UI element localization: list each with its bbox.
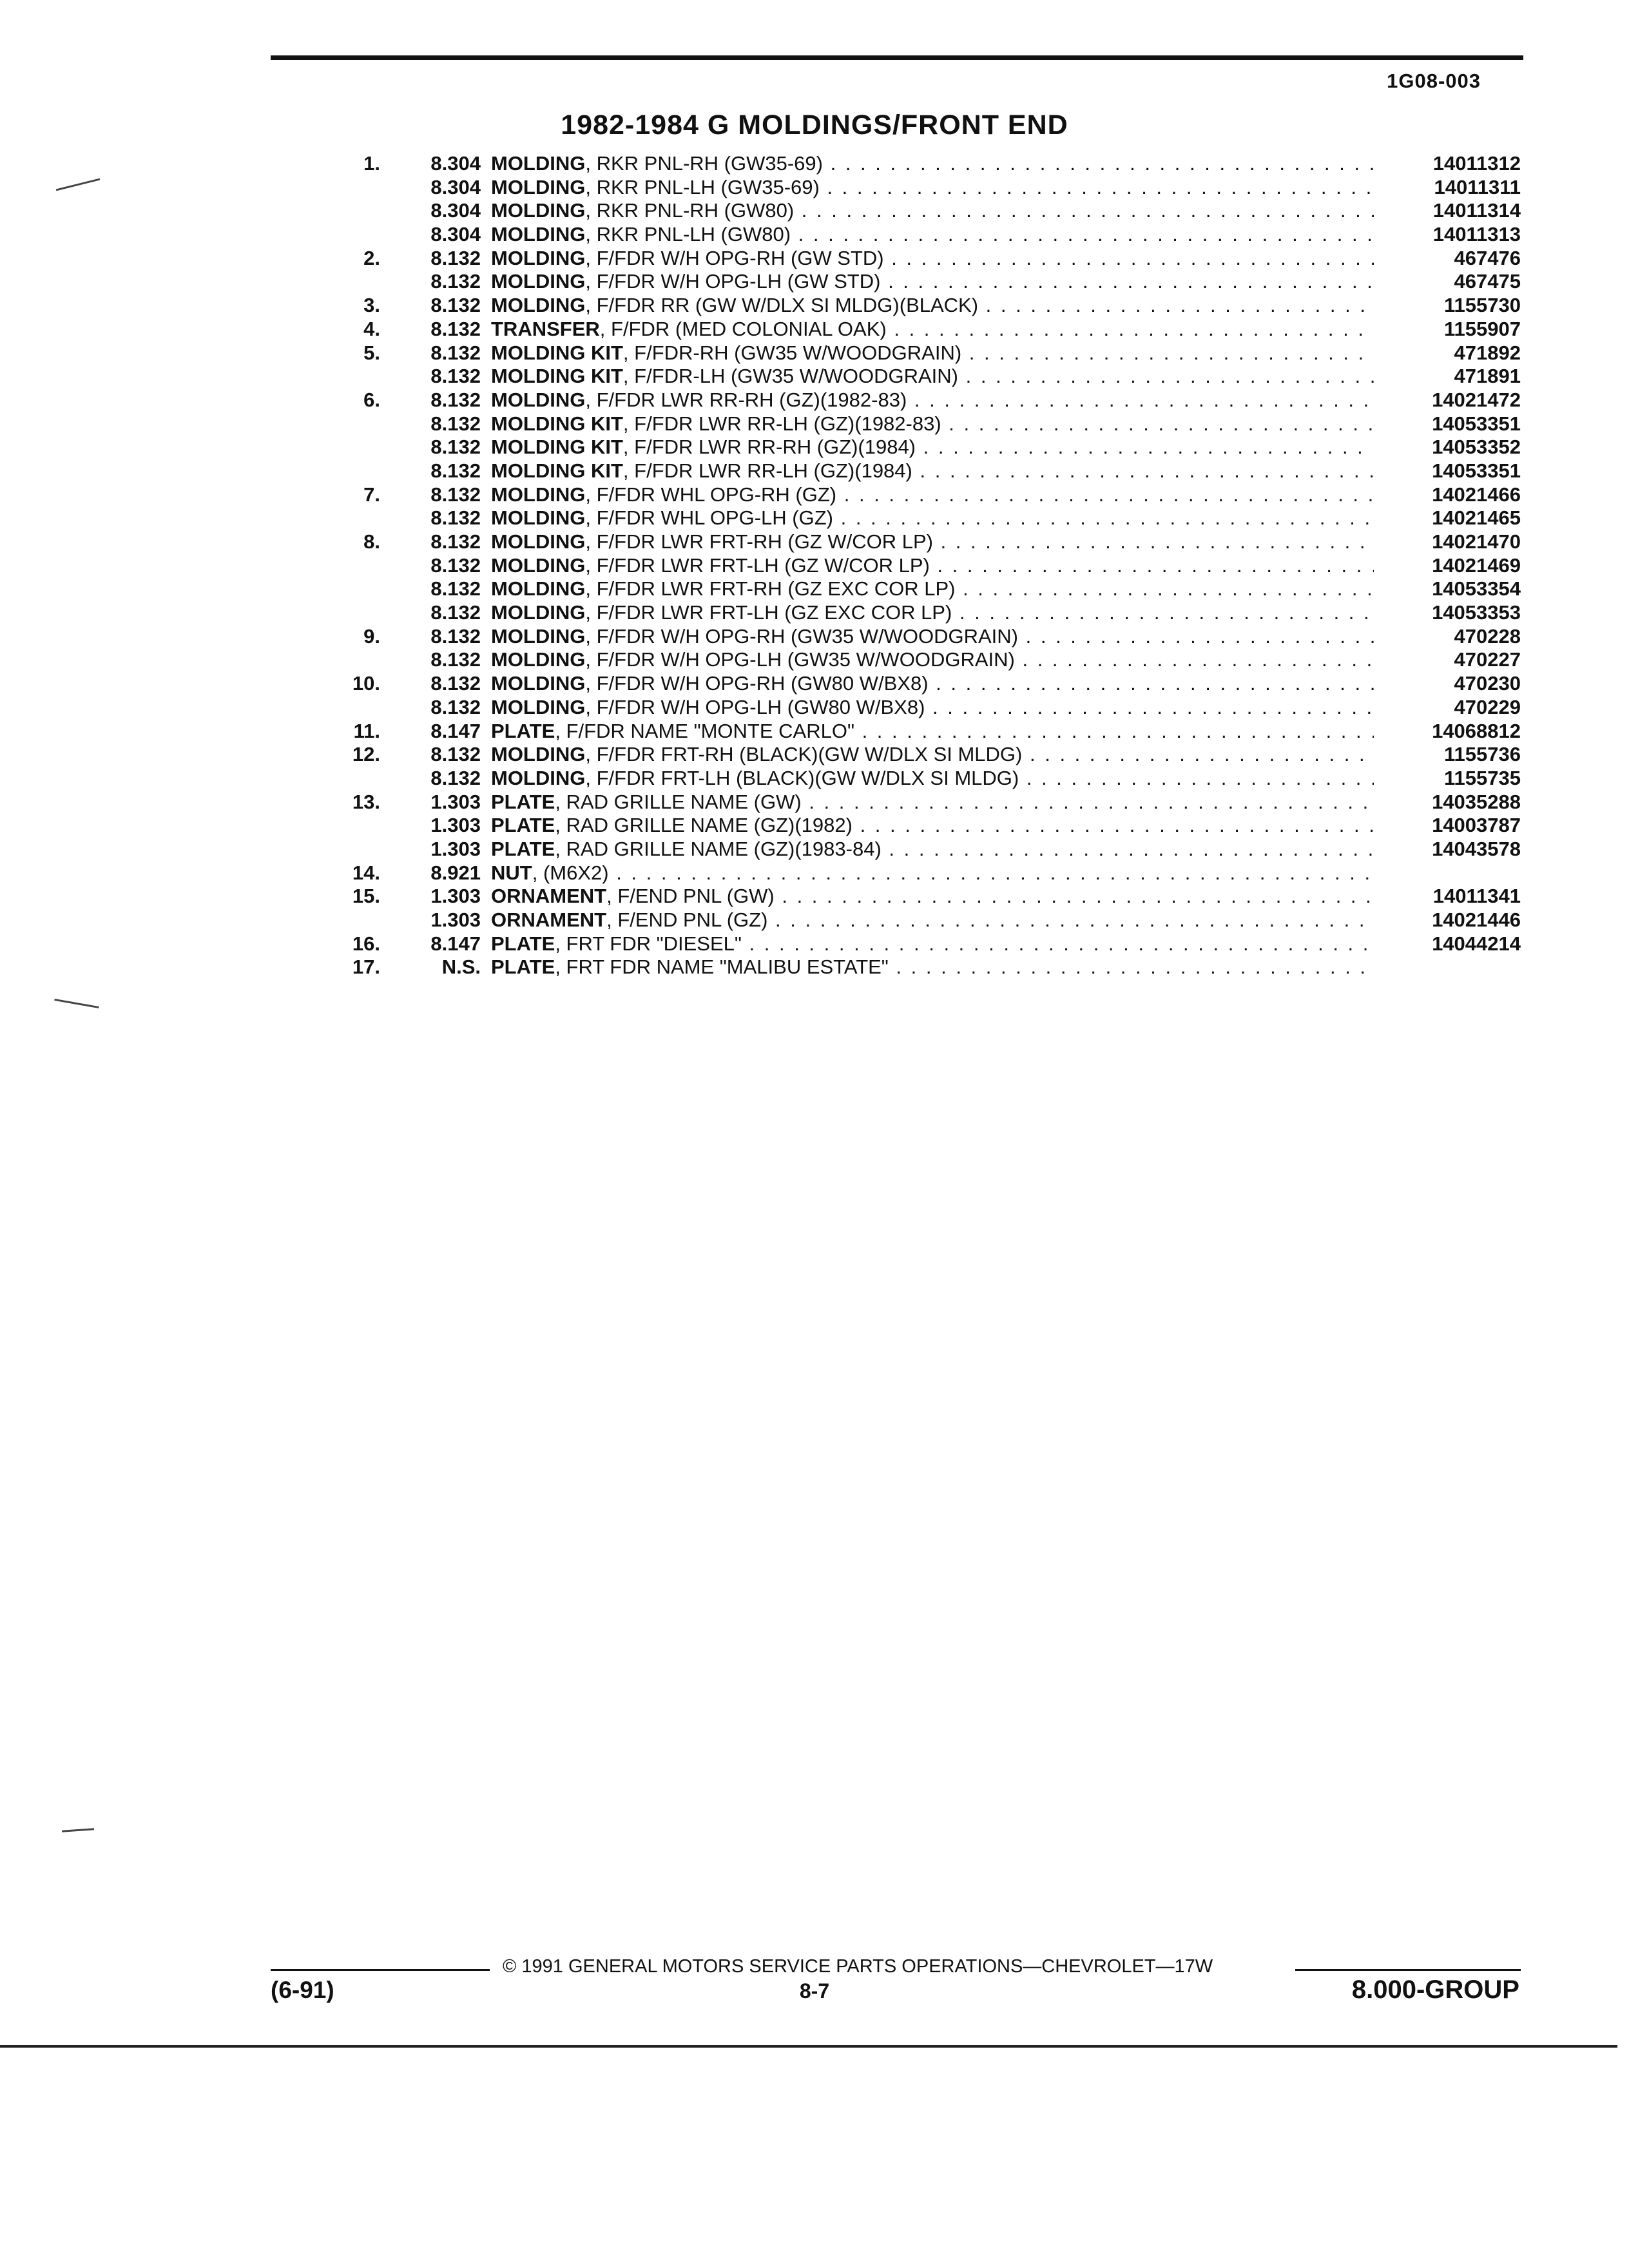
part-number: 470229 <box>1454 695 1521 718</box>
part-number: 14053351 <box>1432 459 1521 482</box>
part-row <box>309 885 1521 908</box>
group-number: 8.132 <box>430 459 481 482</box>
part-name: MOLDING <box>491 199 586 222</box>
part-description <box>491 956 1374 979</box>
part-row <box>309 720 1521 744</box>
page-code: 1G08-003 <box>1387 70 1481 92</box>
part-name: NUT <box>491 861 532 884</box>
part-description <box>491 223 1374 247</box>
group-number: 8.921 <box>430 861 481 884</box>
part-row <box>309 459 1521 483</box>
part-name: MOLDING <box>491 388 586 411</box>
part-number: 471891 <box>1454 365 1521 388</box>
part-row <box>309 247 1521 271</box>
footer-date: (6-91) <box>271 1977 334 2003</box>
part-row <box>309 743 1521 767</box>
part-detail: , F/FDR LWR RR-RH (GZ)(1984) <box>622 436 916 459</box>
part-detail: , F/FDR LWR RR-LH (GZ)(1984) <box>622 459 912 482</box>
part-name: MOLDING KIT <box>491 459 623 482</box>
part-row <box>309 672 1521 696</box>
part-description <box>491 743 1374 767</box>
footer-rule-left <box>271 1969 490 1971</box>
part-number: 471892 <box>1454 341 1521 364</box>
part-number: 14021466 <box>1432 483 1521 506</box>
part-detail: , F/FDR LWR FRT-LH (GZ EXC COR LP) <box>585 601 952 624</box>
part-number: 14021470 <box>1432 530 1521 553</box>
part-description <box>491 176 1374 200</box>
item-number: 15. <box>352 885 380 908</box>
part-detail: , RAD GRILLE NAME (GZ)(1982) <box>555 814 853 837</box>
part-number: 470230 <box>1454 672 1521 695</box>
part-description <box>491 341 1374 365</box>
group-number: 8.132 <box>430 483 481 506</box>
part-row <box>309 956 1521 979</box>
top-rule <box>271 55 1523 60</box>
footer-copyright: © 1991 GENERAL MOTORS SERVICE PARTS OPERATIONS—CHEVROLET—17W <box>503 1956 1213 1977</box>
group-number: 1.303 <box>430 790 481 813</box>
footer-rule-right <box>1295 1969 1521 1971</box>
group-number: 1.303 <box>430 837 481 860</box>
item-number: 12. <box>352 743 380 766</box>
part-description <box>491 247 1374 271</box>
footer-group: 8.000-GROUP <box>1351 1975 1519 2004</box>
part-description <box>491 270 1374 294</box>
group-number: 8.132 <box>430 388 481 411</box>
item-number: 2. <box>363 246 380 269</box>
part-row <box>309 814 1521 838</box>
group-number: 8.132 <box>430 436 481 459</box>
part-detail: , F/FDR W/H OPG-LH (GW35 W/WOODGRAIN) <box>585 648 1015 671</box>
part-row <box>309 577 1521 601</box>
group-number: 8.132 <box>430 412 481 435</box>
part-detail: , F/FDR W/H OPG-RH (GW STD) <box>585 246 884 269</box>
part-description <box>491 791 1374 814</box>
group-number: 8.147 <box>430 932 481 955</box>
group-number: 8.132 <box>430 246 481 269</box>
part-number: 1155907 <box>1444 317 1521 340</box>
part-description <box>491 601 1374 625</box>
part-detail: , F/FDR NAME "MONTE CARLO" <box>555 719 854 742</box>
part-name: PLATE <box>491 719 555 742</box>
part-name: MOLDING KIT <box>491 436 623 459</box>
part-row <box>309 270 1521 294</box>
group-number: 8.132 <box>430 743 481 766</box>
margin-mark <box>56 178 101 191</box>
group-number: 8.132 <box>430 672 481 695</box>
part-row <box>309 506 1521 530</box>
group-number: 8.304 <box>430 175 481 198</box>
page-title: 1982-1984 G MOLDINGS/FRONT END <box>561 110 1068 140</box>
part-detail: , F/FDR-LH (GW35 W/WOODGRAIN) <box>622 365 959 388</box>
part-row <box>309 199 1521 223</box>
part-description <box>491 412 1374 436</box>
part-number: 1155736 <box>1444 743 1521 766</box>
part-name: MOLDING <box>491 246 586 269</box>
group-number: 8.132 <box>430 624 481 648</box>
part-row <box>309 341 1521 365</box>
part-detail: , (M6X2) <box>532 861 609 884</box>
group-number: 8.304 <box>430 223 481 246</box>
part-number: 14021469 <box>1432 553 1521 577</box>
bottom-rule <box>0 2045 1617 2048</box>
part-row <box>309 554 1521 578</box>
part-number: 14035288 <box>1432 790 1521 813</box>
page-number: 8-7 <box>799 1979 830 2003</box>
part-detail: , F/FDR LWR FRT-RH (GZ W/COR LP) <box>585 530 933 553</box>
part-row <box>309 365 1521 389</box>
part-row <box>309 436 1521 459</box>
part-row <box>309 908 1521 932</box>
part-number: 467476 <box>1454 246 1521 269</box>
part-name: MOLDING <box>491 695 586 718</box>
part-detail: , F/FDR W/H OPG-RH (GW80 W/BX8) <box>585 672 929 695</box>
group-number: 1.303 <box>430 908 481 931</box>
group-number: 8.132 <box>430 294 481 317</box>
part-description <box>491 625 1374 649</box>
part-number: 1155735 <box>1444 766 1521 789</box>
part-detail: , RKR PNL-LH (GW80) <box>585 223 791 246</box>
part-description <box>491 577 1374 601</box>
part-name: MOLDING KIT <box>491 412 623 435</box>
part-name: MOLDING <box>491 672 586 695</box>
part-description <box>491 838 1374 861</box>
part-name: MOLDING <box>491 294 586 317</box>
part-name: PLATE <box>491 932 555 955</box>
part-detail: , F/FDR WHL OPG-RH (GZ) <box>585 483 837 506</box>
part-detail: , RKR PNL-LH (GW35-69) <box>585 175 820 198</box>
part-row <box>309 412 1521 436</box>
part-name: MOLDING <box>491 175 586 198</box>
item-number: 6. <box>363 388 380 411</box>
item-number: 13. <box>352 790 380 813</box>
part-name: MOLDING KIT <box>491 365 623 388</box>
part-row <box>309 294 1521 318</box>
group-number: 8.132 <box>430 365 481 388</box>
item-number: 17. <box>352 956 380 979</box>
part-detail: , RKR PNL-RH (GW35-69) <box>585 152 823 175</box>
part-detail: , RKR PNL-RH (GW80) <box>585 199 795 222</box>
part-description <box>491 294 1374 318</box>
part-name: PLATE <box>491 814 555 837</box>
part-name: MOLDING <box>491 223 586 246</box>
part-detail: , F/END PNL (GW) <box>606 885 775 908</box>
part-detail: , F/FDR LWR RR-RH (GZ)(1982-83) <box>585 388 907 411</box>
part-detail: , RAD GRILLE NAME (GW) <box>555 790 802 813</box>
part-description <box>491 554 1374 578</box>
part-row <box>309 932 1521 956</box>
part-number: 14044214 <box>1432 932 1521 955</box>
part-number: 14021446 <box>1432 908 1521 931</box>
group-number: 1.303 <box>430 814 481 837</box>
part-description <box>491 152 1374 176</box>
group-number: 8.132 <box>430 317 481 340</box>
part-row <box>309 152 1521 176</box>
part-detail: , F/END PNL (GZ) <box>606 908 768 931</box>
parts-list <box>309 152 1521 979</box>
group-number: 8.132 <box>430 695 481 718</box>
part-number: 14011312 <box>1432 152 1521 175</box>
part-number: 470228 <box>1454 624 1521 648</box>
part-description <box>491 885 1374 908</box>
group-number: 8.132 <box>430 270 481 293</box>
part-detail: , F/FDR WHL OPG-LH (GZ) <box>585 506 833 530</box>
part-number: 14021465 <box>1432 506 1521 530</box>
part-row <box>309 601 1521 625</box>
margin-mark <box>54 999 99 1008</box>
part-row <box>309 223 1521 247</box>
item-number: 4. <box>363 317 380 340</box>
margin-mark <box>62 1828 94 1832</box>
part-name: MOLDING <box>491 553 586 577</box>
part-name: MOLDING <box>491 766 586 789</box>
part-number: 14053351 <box>1432 412 1521 435</box>
part-row <box>309 389 1521 412</box>
part-description <box>491 318 1374 341</box>
part-description <box>491 506 1374 530</box>
part-row <box>309 648 1521 672</box>
group-number: 8.132 <box>430 506 481 530</box>
item-number: 7. <box>363 483 380 506</box>
part-detail: , FRT FDR NAME "MALIBU ESTATE" <box>555 956 889 979</box>
part-description <box>491 767 1374 791</box>
part-description <box>491 530 1374 554</box>
item-number: 16. <box>352 932 380 955</box>
group-number: 1.303 <box>430 885 481 908</box>
part-description <box>491 648 1374 672</box>
part-detail: , F/FDR LWR RR-LH (GZ)(1982-83) <box>622 412 941 435</box>
group-number: 8.132 <box>430 577 481 601</box>
part-row <box>309 625 1521 649</box>
part-name: MOLDING <box>491 270 586 293</box>
part-row <box>309 838 1521 861</box>
part-name: MOLDING <box>491 743 586 766</box>
part-number: 467475 <box>1454 270 1521 293</box>
part-name: MOLDING <box>491 530 586 553</box>
part-detail: , F/FDR FRT-LH (BLACK)(GW W/DLX SI MLDG) <box>585 766 1019 789</box>
item-number: 1. <box>363 152 380 175</box>
group-number: 8.147 <box>430 719 481 742</box>
part-number: 14021472 <box>1432 388 1521 411</box>
part-name: PLATE <box>491 956 555 979</box>
part-name: PLATE <box>491 837 555 860</box>
item-number: 8. <box>363 530 380 553</box>
item-number: 14. <box>352 861 380 884</box>
part-row <box>309 696 1521 720</box>
part-detail: , F/FDR FRT-RH (BLACK)(GW W/DLX SI MLDG) <box>585 743 1023 766</box>
part-description <box>491 908 1374 932</box>
part-description <box>491 720 1374 744</box>
part-name: PLATE <box>491 790 555 813</box>
part-description <box>491 365 1374 389</box>
item-number: 9. <box>363 624 380 648</box>
part-name: MOLDING <box>491 648 586 671</box>
part-name: MOLDING <box>491 152 586 175</box>
part-detail: , F/FDR LWR FRT-LH (GZ W/COR LP) <box>585 553 930 577</box>
part-row <box>309 791 1521 814</box>
part-number: 14068812 <box>1432 719 1521 742</box>
part-description <box>491 483 1374 507</box>
part-name: TRANSFER <box>491 317 600 340</box>
part-name: MOLDING <box>491 506 586 530</box>
part-description <box>491 436 1374 459</box>
part-number: 1155730 <box>1444 294 1521 317</box>
part-detail: , RAD GRILLE NAME (GZ)(1983-84) <box>555 837 882 860</box>
group-number: 8.132 <box>430 530 481 553</box>
part-name: ORNAMENT <box>491 885 607 908</box>
part-number: 14053354 <box>1432 577 1521 601</box>
part-row <box>309 483 1521 507</box>
part-number: 14053352 <box>1432 436 1521 459</box>
part-number: 14043578 <box>1432 837 1521 860</box>
part-name: MOLDING <box>491 624 586 648</box>
part-detail: , FRT FDR "DIESEL" <box>555 932 742 955</box>
group-number: 8.132 <box>430 341 481 364</box>
part-description <box>491 199 1374 223</box>
part-number: 14053353 <box>1432 601 1521 624</box>
part-number: 14011314 <box>1432 199 1521 222</box>
part-detail: , F/FDR W/H OPG-LH (GW STD) <box>585 270 881 293</box>
group-number: 8.304 <box>430 199 481 222</box>
part-row <box>309 530 1521 554</box>
part-row <box>309 318 1521 341</box>
part-detail: , F/FDR LWR FRT-RH (GZ EXC COR LP) <box>585 577 956 601</box>
group-number: 8.132 <box>430 601 481 624</box>
part-description <box>491 932 1374 956</box>
part-description <box>491 459 1374 483</box>
part-detail: , F/FDR RR (GW W/DLX SI MLDG)(BLACK) <box>585 294 979 317</box>
part-detail: , F/FDR W/H OPG-RH (GW35 W/WOODGRAIN) <box>585 624 1018 648</box>
group-number: 8.132 <box>430 553 481 577</box>
part-name: MOLDING <box>491 483 586 506</box>
part-name: MOLDING KIT <box>491 341 623 364</box>
group-number: 8.132 <box>430 766 481 789</box>
item-number: 3. <box>363 294 380 317</box>
part-row <box>309 767 1521 791</box>
part-description <box>491 696 1374 720</box>
group-number: 8.304 <box>430 152 481 175</box>
part-number: 14003787 <box>1432 814 1521 837</box>
item-number: 11. <box>353 719 380 742</box>
part-number: 14011311 <box>1434 175 1521 198</box>
part-description <box>491 814 1374 838</box>
part-detail: , F/FDR-RH (GW35 W/WOODGRAIN) <box>622 341 962 364</box>
item-number: 10. <box>352 672 380 695</box>
part-number: 470227 <box>1454 648 1521 671</box>
part-number: 14011341 <box>1432 885 1521 908</box>
part-row <box>309 861 1521 885</box>
part-detail: , F/FDR (MED COLONIAL OAK) <box>599 317 887 340</box>
group-number: N.S. <box>441 956 481 979</box>
part-description <box>491 861 1374 885</box>
part-detail: , F/FDR W/H OPG-LH (GW80 W/BX8) <box>585 695 925 718</box>
part-name: MOLDING <box>491 577 586 601</box>
part-number: 14011313 <box>1432 223 1521 246</box>
part-description <box>491 389 1374 412</box>
part-description <box>491 672 1374 696</box>
part-row <box>309 176 1521 200</box>
part-name: MOLDING <box>491 601 586 624</box>
group-number: 8.132 <box>430 648 481 671</box>
item-number: 5. <box>363 341 380 364</box>
part-name: ORNAMENT <box>491 908 607 931</box>
